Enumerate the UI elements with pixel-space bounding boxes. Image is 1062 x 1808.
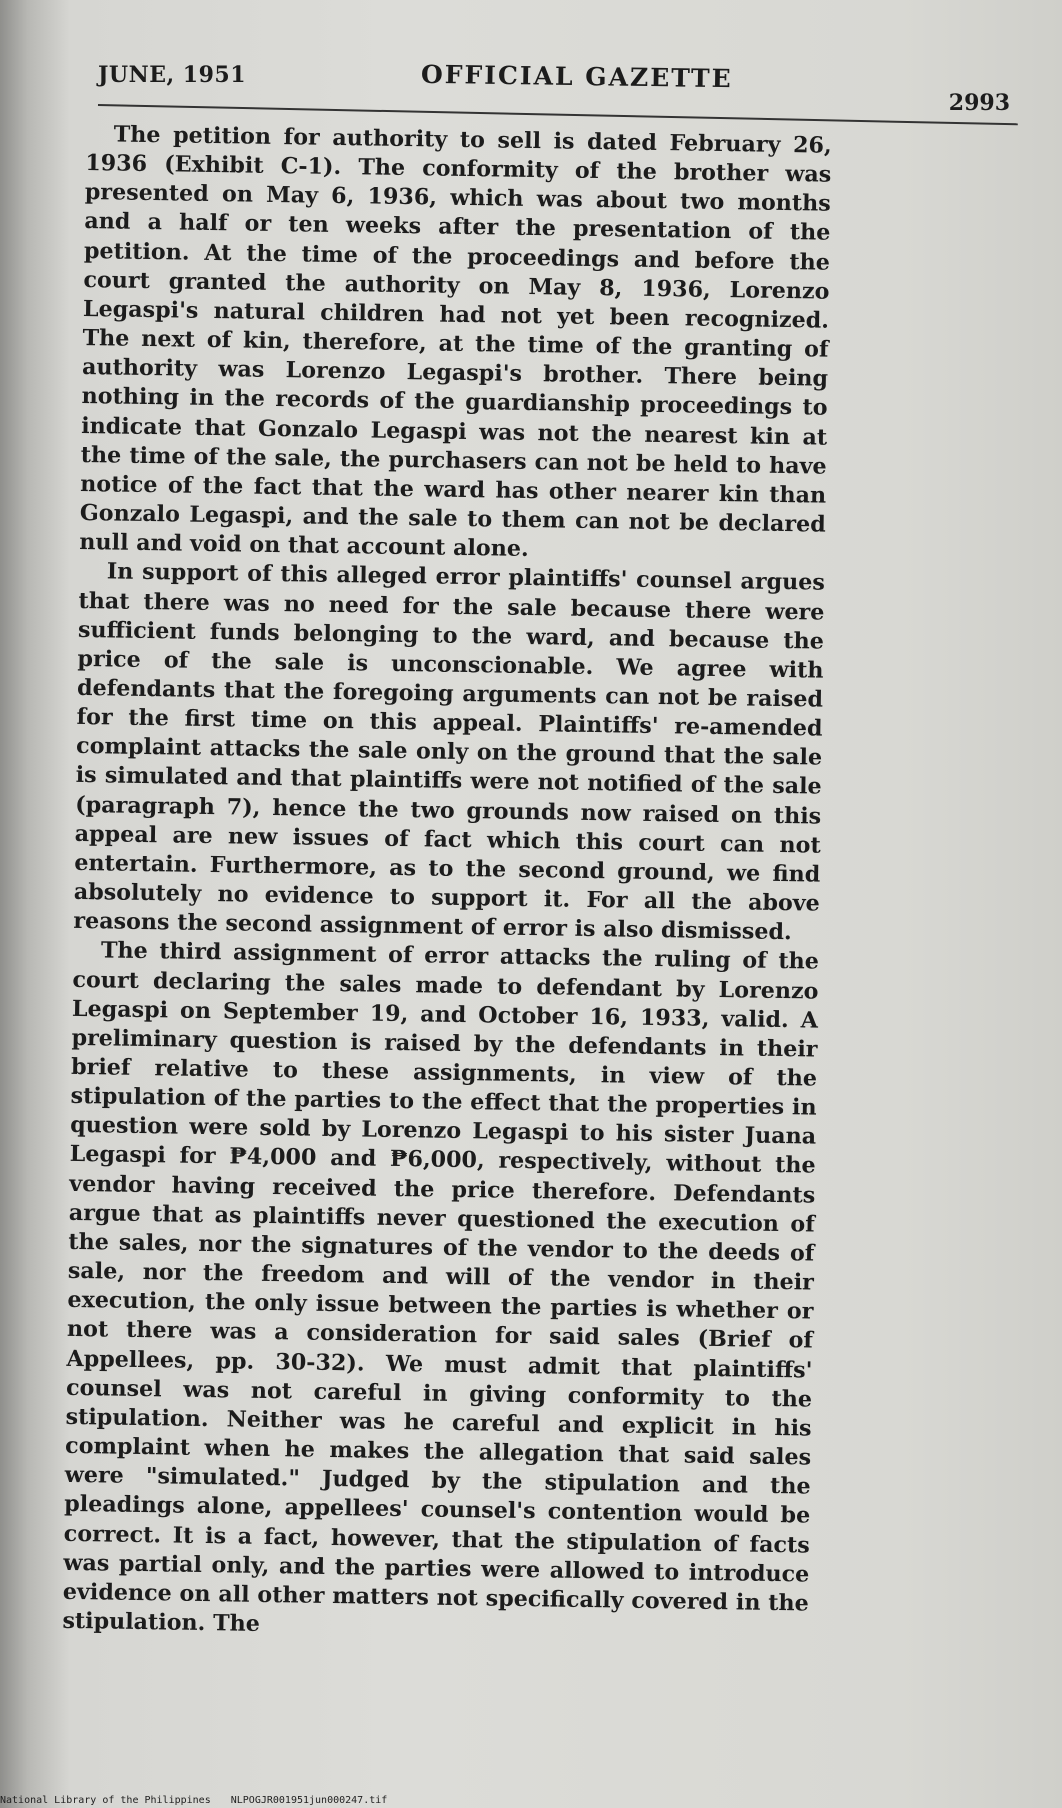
- paragraph: The third assignment of error attacks the ruling of the court declaring the sales made to defendant by Lorenzo Legaspi on September 19, and October 16, 1933, valid. A preliminary question is raised by the defendants in their brief relative to these assignments, in view of the stipulation of the parties to the effect that the properties in question were sold by Lorenzo Legaspi to his sister Juana Legaspi for ₱4,000 and ₱6,000, respectively, without the vendor having received the price therefore. Defendants argue that as plaintiffs never questioned the execution of the sales, nor the signatures of the vendor to the deeds of sale, nor the freedom and will of the vendor in their execution, the only issue between the parties is whether or not there was a consideration for said sales (Brief of Appellees, pp. 30-32). We must admit that plaintiffs' counsel was not careful in giving conformity to the stipulation. Neither was he careful and explicit in his complaint when he makes the allegation that said sales were "simulated." Judged by the stipulation and the pleadings alone, appellees' counsel's contention would be correct. It is a fact, however, that the stipulation of facts was partial only, and the parties were allowed to introduce evidence on all other matters not specifically covered in the stipulation. The: [62, 937, 820, 1637]
- publication-title: OFFICIAL GAZETTE: [420, 59, 733, 94]
- paragraph: The petition for authority to sell is dated February 26, 1936 (Exhibit C-1). The conformity of the brother was presented on May 6, 1936, which was about two months and a half or ten weeks after the presentation of the petition. At the time of the proceedings and before the court granted the authority on May 8, 1936, Lorenzo Legaspi's natural children had not yet been recognized. The next of kin, therefore, at the time of the granting of authority was Lorenzo Legaspi's brother. There being nothing in the records of the guardianship proceedings to indicate that Gonzalo Legaspi was not the nearest kin at the time of the sale, the purchasers can not be held to have notice of the fact that the ward has other nearer kin than Gonzalo Legaspi, and the sale to them can not be declared null and void on that account alone.: [79, 121, 832, 563]
- issue-date: JUNE, 1951: [98, 62, 247, 88]
- page-number: 2993: [948, 90, 1010, 116]
- paragraph: In support of this alleged error plaintiffs' counsel argues that there was no need for the sale because there were sufficient funds belonging to the ward, and because the price of the sale is unconscionable. We agree with defendants that the foregoing arguments can not be raised for the first time on this appeal. Plaintiffs' re-amended complaint attacks the sale only on the ground that the sale is simulated and that plaintiffs were not notified of the sale (paragraph 7), hence the two grounds now raised on this appeal are new issues of fact which this court can not entertain. Furthermore, as to the second ground, we find absolutely no evidence to support it. For all the above reasons the second assignment of error is also dismissed.: [73, 558, 826, 946]
- page-header: [98, 59, 1010, 116]
- footer-file: NLPOGJR001951jun000247.tif: [230, 1795, 388, 1806]
- footer-library: National Library of the Philippines: [0, 1795, 211, 1806]
- body-text: [62, 120, 832, 1648]
- scan-footer: [0, 1795, 401, 1806]
